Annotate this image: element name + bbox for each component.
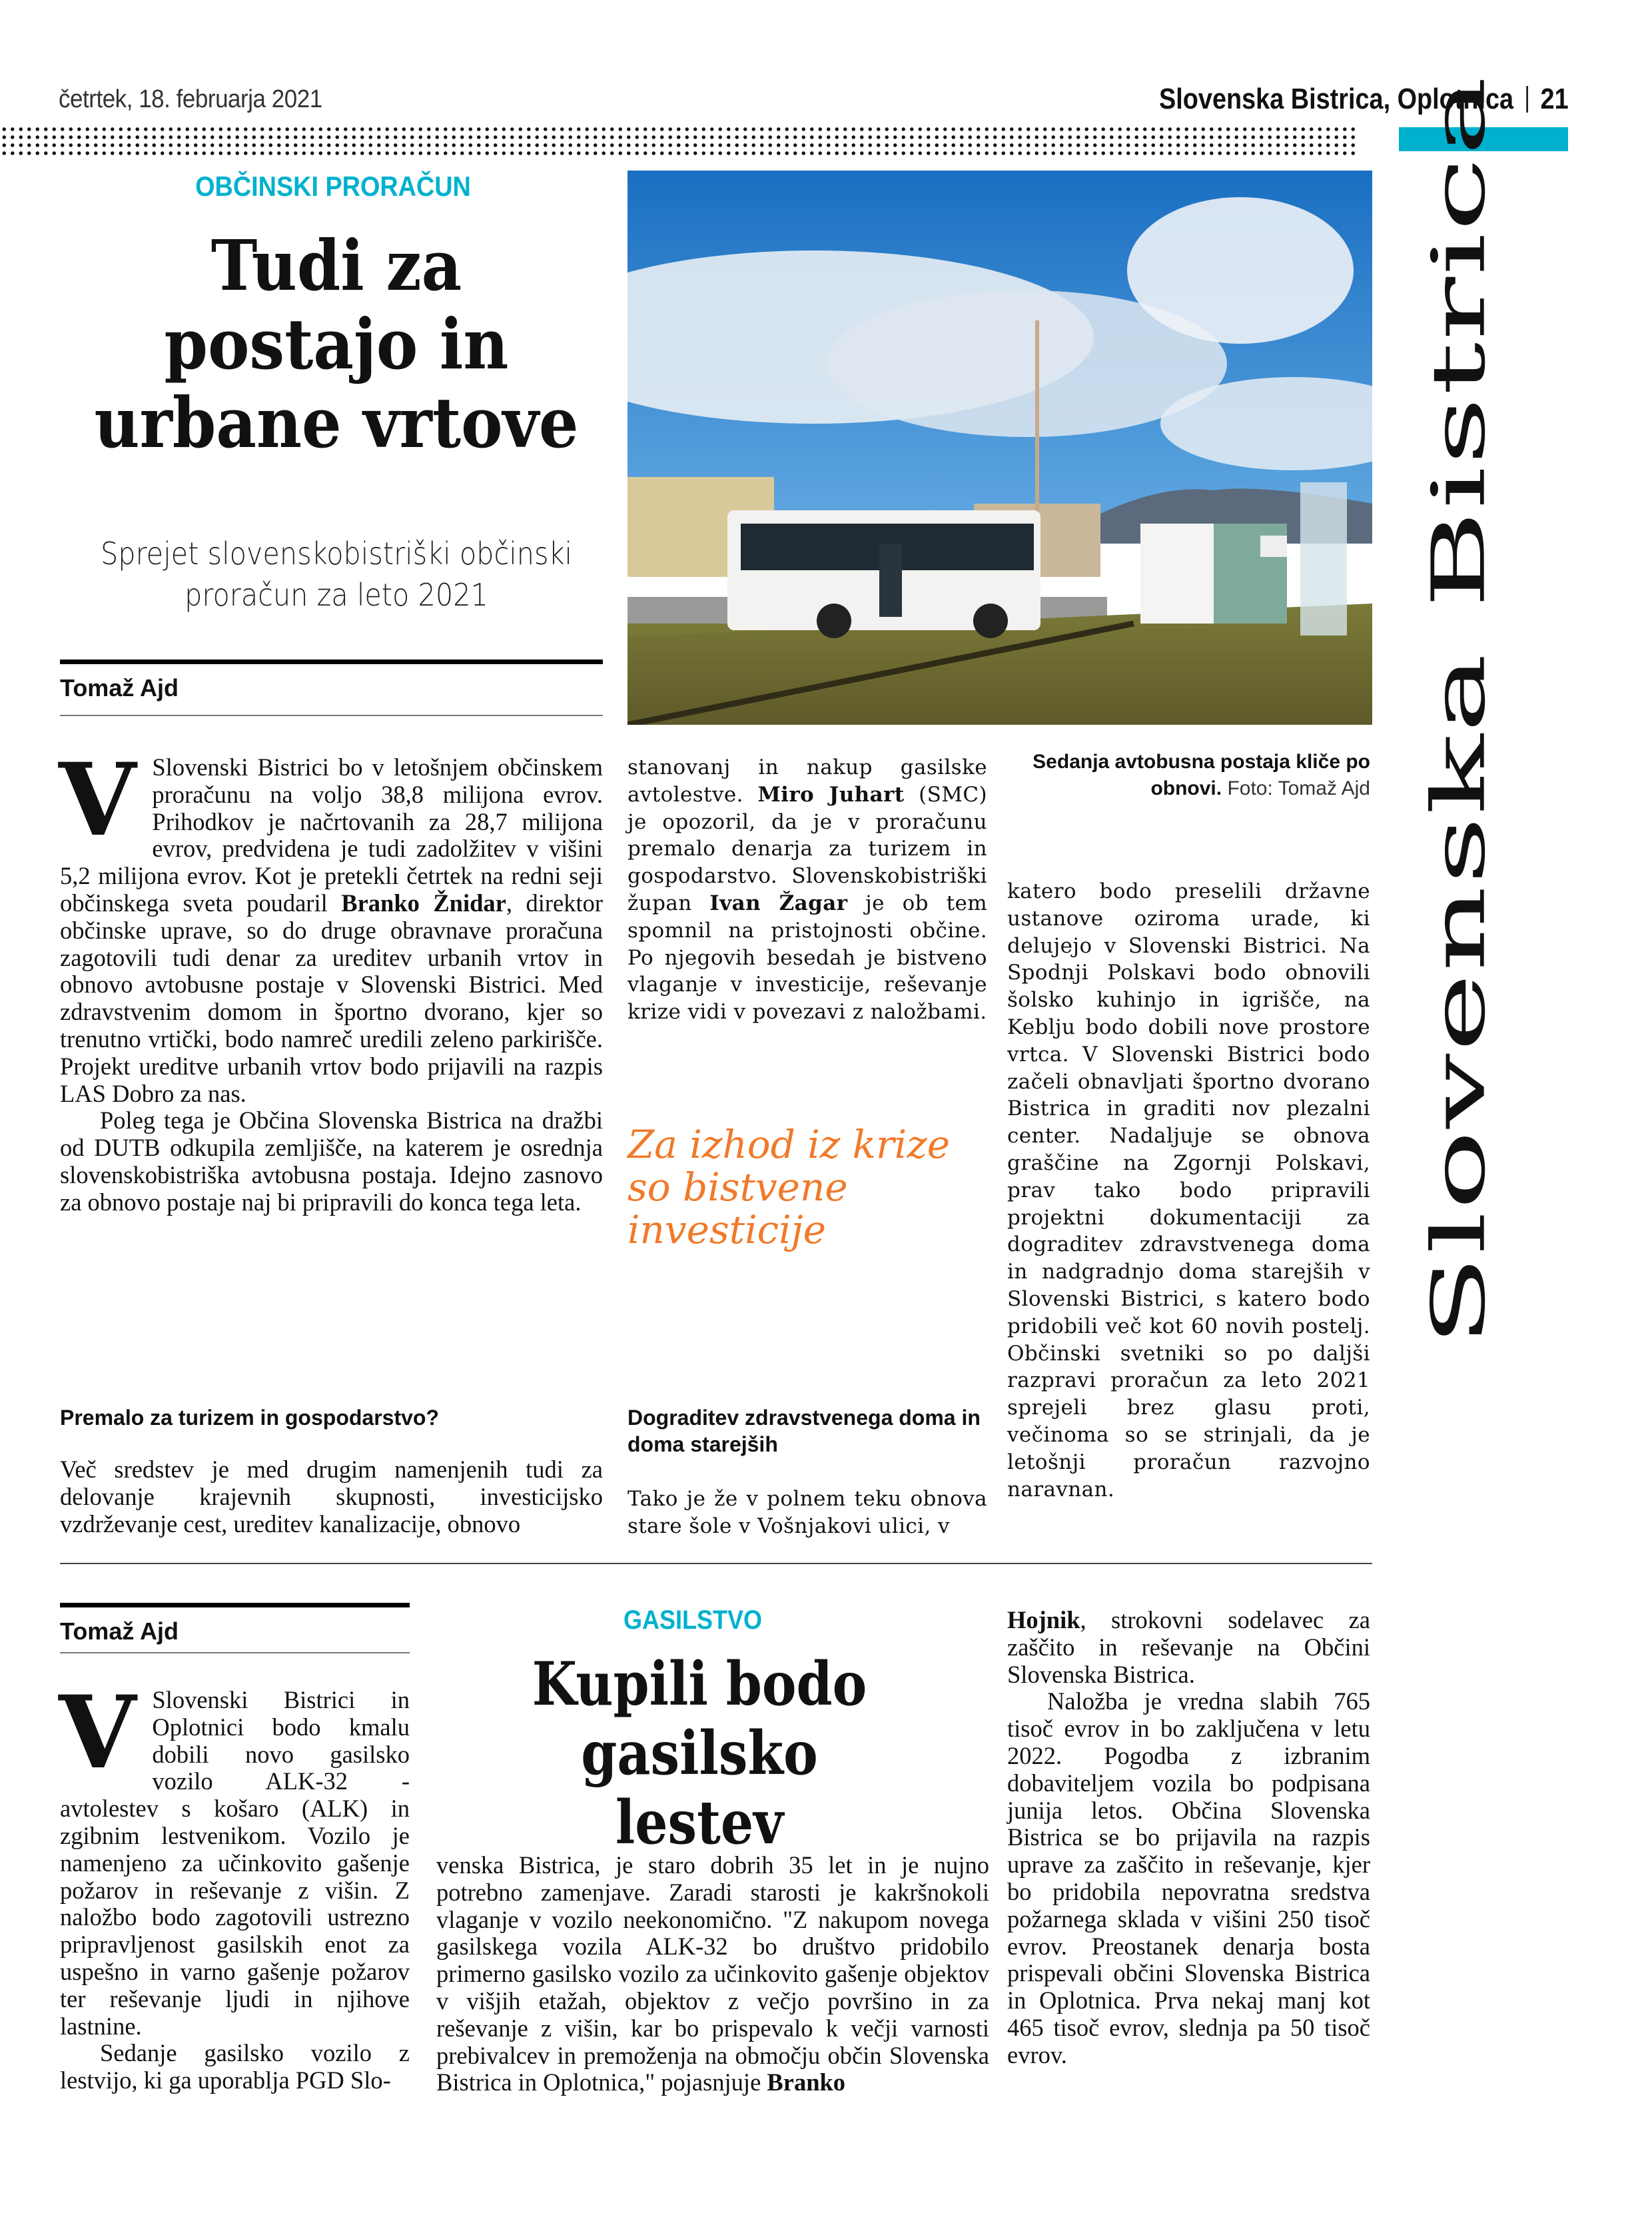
article2-column-3 [1007, 1607, 1370, 2069]
lamp-post [1035, 320, 1039, 520]
vertical-section-label: Slovenska Bistrica [1416, 75, 1502, 1347]
paragraph: Več sredstev je med drugim namenjenih tudi za delovanje krajevnih skupnosti, investicijsko vzdrževanje cest, ureditev kanalizacije, obnovo [60, 1456, 603, 1538]
paragraph-text: (SMC) je opozoril, da je v proračunu premalo denarja za turizem in gospodarstvo. Slovenskobistriški župan [627, 782, 987, 915]
paragraph-text: , strokovni sodelavec za zaščito in reševanje na Občini Slovenska Bistrica. [1007, 1606, 1370, 1688]
person-name: Hojnik [1007, 1606, 1080, 1633]
person-name: Branko Žnidar [341, 889, 506, 917]
byline-rule-bottom [60, 715, 603, 716]
person-name: Miro Juhart [757, 782, 905, 807]
paragraph-text: je ob tem spomnil na pristojnosti občine. Po njegovih besedah je bistveno vlaganje v investicije, reševanje krize vidi v povezavi z naložbami. [627, 891, 987, 1025]
paragraph-text: Slovenski Bistrici bo v letošnjem občinskem proračunu na voljo 38,8 milijona evrov. Prihodkov je načrtovanih za 28,7 milijona evrov, predvidena je tudi zadolžitev v višini 5,2 milijona evrov. Kot je pretekli četrtek na redni seji občinskega sveta poudaril [60, 753, 603, 917]
byline-rule-top [60, 660, 603, 664]
page-number: 21 [1540, 83, 1569, 115]
paragraph-text: Slovenski Bistrici in Oplotnici bodo kmalu dobili novo gasilsko vozilo ALK-32 - avtolestev s košaro (ALK) in zgibnim lestvenikom. Vozilo je namenjeno za učinkovito gašenje požarov in reševanje z višin. Z naložbo bodo zagotovili ustrezno pripravljenost gasilskih enot za uspešno in varno gašenje požarov ter reševanje ljudi in njihove lastnine. [60, 1686, 410, 2040]
article1-column-1 [59, 741, 603, 1216]
paragraph-text: stanovanj in nakup gasilske avtolestve. [627, 755, 987, 807]
header-divider [1526, 86, 1528, 113]
paragraph: Poleg tega je Občina Slovenska Bistrica na dražbi od DUTB odkupila zemljišče, na katerem je osrednja slovenskobistriška avtobusna postaja. Idejno zasnovo za obnovo postaje naj bi pripravili do konca tega leta. [60, 1107, 603, 1216]
subhead-tourism: Premalo za turizem in gospodarstvo? [60, 1406, 439, 1430]
paragraph-text: , direktor občinske uprave, so do druge obravnave proračuna zagotovili tudi denar za ureditev urbanih vrtov in obnovo avtobusne postaje v Slovenski Bistrici. Med zdravstvenim domom in športno dvorano, kjer so trenutno vrtički, bodo namreč uredili zeleno parkirišče. Projekt ureditve urbanih vrtov bodo prijavili na razpis LAS Dobro za nas. [60, 889, 603, 1107]
paragraph-text: venska Bistrica, je staro dobrih 35 let in je nujno potrebno zamenjave. Zaradi starosti je kakršnokoli vlaganje v vozilo neekonomično. "Z nakupom novega gasilskega vozila ALK-32 bo društvo pridobilo primerno gasilsko vozilo za učinkovito gašenje objektov v višjih etažah, objektov z večjo površino in za reševanje z višin, kar bo prispevalo k večji varnosti prebivalcev in premoženja na območju občin Slovenska Bistrica in Oplotnica," pojasnjuje [436, 1851, 989, 2096]
article2-headline: Kupili bodo gasilsko lestev [532, 1649, 867, 1858]
person-name: Branko [767, 2068, 846, 2096]
article1-column-2 [627, 754, 987, 1026]
article1-kicker: OBČINSKI PRORAČUN [195, 171, 471, 202]
paragraph: Tako je že v polnem teku obnova stare šole v Vošnjakovi ulici, v [627, 1487, 987, 1538]
article2-kicker: GASILSTVO [623, 1605, 763, 1635]
article2-author: Tomaž Ajd [60, 1617, 179, 1645]
photo-credit: Foto: Tomaž Ajd [1227, 777, 1370, 799]
person-name: Ivan Žagar [709, 891, 848, 915]
dropcap: V [59, 1674, 137, 1791]
article2-column-1 [59, 1674, 410, 2094]
article1-headline: Tudi za postajo in urbane vrtove [94, 224, 579, 464]
issue-date: četrtek, 18. februarja 2021 [59, 85, 322, 113]
section-name: Slovenska Bistrica, Oplotnica [1159, 83, 1514, 115]
cloud [1127, 197, 1354, 344]
bus [727, 510, 1040, 638]
subhead-health: Dograditev zdravstvenega doma in doma starejših [627, 1406, 981, 1456]
article1-column-3: katero bodo preselili državne ustanove oziroma urade, ki delujejo v Slovenski Bistrici. Na Spodnji Polskavi bodo obnovili šolsko kuhinjo in igrišče, na Keblju bodo dobili nove prostore vrtca. V Slovenski Bistrici bodo začeli obnavljati športno dvorano Bistrica in graditi nov plezalni center. Nadaljuje se obnova graščine na Zgornji Polskavi, prav tako bodo pripravili projektni dokumentaciji za dograditev zdravstvenega doma in nadgradnjo doma starejših v Slovenski Bistrici, s katero bodo pridobili več kot 60 novih postelj. Občinski svetniki so po daljši razpravi proračun za leto 2021 sprejeli brez glasu proti, večinoma so se strinjali, da je letošnji proračun razvojno naravnan. [1007, 879, 1370, 1502]
byline-rule-top [60, 1603, 410, 1607]
photo-caption [1007, 749, 1370, 802]
section-header [1159, 83, 1569, 116]
pull-quote: Za izhod iz krize so bistvene investicije [627, 1122, 951, 1252]
ac-unit [1260, 536, 1287, 557]
caption-text: Sedanja avtobusna postaja kliče po obnovi. [1032, 751, 1370, 799]
article1-subheadline: Sprejet slovenskobistriški občinski proračun za leto 2021 [101, 536, 572, 613]
bus-station-photo [627, 171, 1372, 725]
paragraph: Naložba je vredna slabih 765 tisoč evrov in bo zaključena v letu 2022. Pogodba z izbranim dobaviteljem vozila bo podpisana junija letos. Občina Slovenska Bistrica se bo prijavila na razpis uprave za zaščito in reševanje, kjer bo pridobila nepovratna sredstva požarnega sklada v višini 250 tisoč evrov. Preostanek denarja bosta prispevali občini Slovenska Bistrica in Oplotnica. Prva nekaj manj kot 465 tisoč evrov, slednja pa 50 tisoč evrov. [1007, 1687, 1370, 2068]
story-separator [60, 1563, 1372, 1564]
byline-rule-bottom [60, 1652, 410, 1653]
dropcap: V [59, 741, 137, 859]
sign-board [1300, 482, 1347, 636]
dotted-rule [0, 125, 1359, 157]
photo-illustration [627, 171, 1372, 725]
paragraph: Sedanje gasilsko vozilo z lestvijo, ki ga uporablja PGD Slo- [60, 2039, 410, 2094]
article2-column-2 [436, 1852, 989, 2096]
article1-author: Tomaž Ajd [60, 674, 179, 701]
